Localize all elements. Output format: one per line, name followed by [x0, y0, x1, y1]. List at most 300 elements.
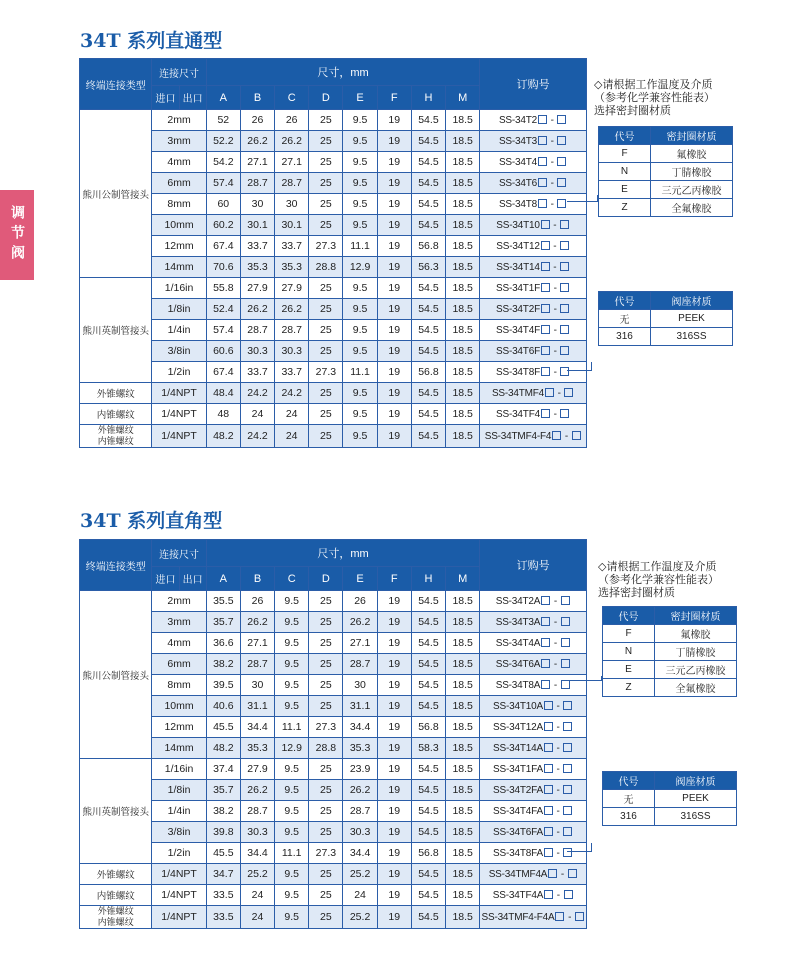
- seat-header-code: 代号: [603, 772, 655, 790]
- order-number: SS-34T12: [496, 240, 540, 252]
- dim-m-cell: 18.5: [446, 885, 480, 906]
- dim-m-cell: 18.5: [446, 383, 480, 404]
- dim-h-cell: 58.3: [411, 738, 445, 759]
- dim-d-cell: 25: [309, 404, 343, 425]
- seal-code-box: [541, 367, 550, 376]
- order-number: SS-34T14A: [493, 742, 543, 754]
- order-dash: -: [553, 721, 563, 733]
- size-cell: 1/2in: [152, 362, 206, 383]
- dim-d-cell: 25: [309, 383, 343, 404]
- dim-e-cell: 9.5: [343, 131, 377, 152]
- header-dim-c: C: [275, 86, 309, 110]
- order-dash: -: [550, 366, 560, 378]
- seat-code-box: [561, 659, 570, 668]
- dim-a-cell: 54.2: [206, 152, 240, 173]
- seat-code-box: [572, 431, 581, 440]
- order-number-cell: [480, 717, 587, 738]
- order-dash: -: [553, 763, 563, 775]
- dim-h-cell: 54.5: [411, 885, 445, 906]
- dim-c-cell: 27.1: [275, 152, 309, 173]
- dim-a-cell: 48.2: [206, 425, 240, 448]
- dim-e-cell: 9.5: [343, 215, 377, 236]
- dim-e-cell: 25.2: [343, 864, 377, 885]
- seal-material-table: [602, 606, 737, 697]
- dim-m-cell: 18.5: [446, 425, 480, 448]
- seal-code-box: [541, 262, 550, 271]
- connection-type-cell: [80, 906, 152, 929]
- order-dash: -: [555, 387, 564, 399]
- seat-header-material: 阀座材质: [651, 292, 733, 310]
- dim-e-cell: 11.1: [343, 236, 377, 257]
- dim-e-cell: 28.7: [343, 801, 377, 822]
- dim-h-cell: 54.5: [411, 341, 445, 362]
- header-order-no: 订购号: [480, 540, 587, 591]
- dim-m-cell: 18.5: [446, 341, 480, 362]
- size-cell: 1/16in: [152, 278, 206, 299]
- dim-d-cell: 28.8: [309, 257, 343, 278]
- order-number: SS-34T4F: [496, 324, 540, 336]
- dim-c-cell: 24.2: [275, 383, 309, 404]
- order-dash: -: [553, 847, 563, 859]
- seal-code-box: [541, 241, 550, 250]
- seat-code-box: [560, 325, 569, 334]
- seat-material-table: [602, 771, 737, 826]
- order-number: SS-34T2FA: [493, 784, 543, 796]
- dim-f-cell: 19: [377, 717, 411, 738]
- order-number: SS-34T4A: [495, 637, 541, 649]
- dim-c-cell: 28.7: [275, 320, 309, 341]
- dim-c-cell: 35.3: [275, 257, 309, 278]
- dim-a-cell: 36.6: [206, 633, 240, 654]
- seat-code-cell: 316: [599, 328, 651, 346]
- order-dash: -: [553, 784, 563, 796]
- order-number: SS-34T12A: [493, 721, 543, 733]
- seat-material-cell: 316SS: [655, 808, 737, 826]
- dim-b-cell: 26: [240, 591, 274, 612]
- order-number-cell: [480, 864, 587, 885]
- header-outlet: 出口: [179, 86, 206, 110]
- header-dim-f: F: [377, 86, 411, 110]
- dim-f-cell: 19: [377, 278, 411, 299]
- dim-c-cell: 24: [275, 404, 309, 425]
- order-number-cell: [480, 591, 587, 612]
- order-number-cell: [480, 383, 587, 404]
- dim-f-cell: 19: [377, 654, 411, 675]
- seal-code-cell: E: [599, 181, 651, 199]
- dim-m-cell: 18.5: [446, 404, 480, 425]
- dim-a-cell: 67.4: [206, 362, 240, 383]
- table-row: [80, 236, 587, 257]
- header-dimensions: 尺寸，mm: [206, 59, 480, 86]
- seat-material-cell: 316SS: [651, 328, 733, 346]
- header-connection-size: 连接尺寸: [152, 59, 206, 86]
- dim-b-cell: 30: [240, 194, 274, 215]
- dim-h-cell: 54.5: [411, 278, 445, 299]
- header-dim-m: M: [446, 567, 480, 591]
- dim-h-cell: 54.5: [411, 194, 445, 215]
- table-row: [80, 696, 587, 717]
- dim-a-cell: 52.4: [206, 299, 240, 320]
- order-dash: -: [553, 826, 563, 838]
- dim-a-cell: 45.5: [206, 843, 240, 864]
- dim-b-cell: 30.3: [240, 341, 274, 362]
- dim-h-cell: 54.5: [411, 822, 445, 843]
- header-dim-b: B: [240, 86, 274, 110]
- dim-e-cell: 9.5: [343, 194, 377, 215]
- seat-code-box: [563, 743, 572, 752]
- order-number: SS-34TMF4-F4: [484, 430, 552, 442]
- seal-code-box: [541, 596, 550, 605]
- header-dim-h: H: [411, 86, 445, 110]
- header-dim-a: A: [206, 567, 240, 591]
- dim-c-cell: 26.2: [275, 299, 309, 320]
- dim-f-cell: 19: [377, 341, 411, 362]
- dim-d-cell: 27.3: [309, 843, 343, 864]
- dim-c-cell: 26: [275, 110, 309, 131]
- connection-type-label-2: 内锥螺纹: [97, 917, 134, 927]
- order-number-cell: [480, 822, 587, 843]
- dim-d-cell: 25: [309, 759, 343, 780]
- seat-material-cell: PEEK: [651, 310, 733, 328]
- seal-note-line3: 选择密封圈材质: [594, 105, 671, 117]
- header-inlet: 进口: [152, 86, 179, 110]
- seal-note: [598, 561, 719, 600]
- dim-b-cell: 28.7: [240, 654, 274, 675]
- seal-code-box: [538, 115, 547, 124]
- dim-f-cell: 19: [377, 591, 411, 612]
- seal-material-cell: 全氟橡胶: [651, 199, 733, 217]
- seat-row: [603, 808, 737, 826]
- seat-connector-line: [567, 362, 592, 371]
- seal-code-box: [544, 890, 553, 899]
- order-number: SS-34T1F: [496, 282, 540, 294]
- seal-code-cell: E: [603, 661, 655, 679]
- order-number-cell: [480, 633, 587, 654]
- seat-row: [599, 328, 733, 346]
- order-number: SS-34T8: [498, 198, 538, 210]
- dim-d-cell: 25: [309, 173, 343, 194]
- seat-code-cell: 316: [603, 808, 655, 826]
- seat-code-box: [563, 722, 572, 731]
- dim-f-cell: 19: [377, 425, 411, 448]
- table-row: [80, 801, 587, 822]
- seal-note-line1: ◇请根据工作温度及介质: [598, 561, 717, 573]
- dim-m-cell: 18.5: [446, 591, 480, 612]
- dim-c-cell: 30: [275, 194, 309, 215]
- dim-b-cell: 27.1: [240, 152, 274, 173]
- dim-e-cell: 26.2: [343, 612, 377, 633]
- seat-material-cell: PEEK: [655, 790, 737, 808]
- size-cell: 3/8in: [152, 341, 206, 362]
- table-row: [80, 633, 587, 654]
- dim-f-cell: 19: [377, 612, 411, 633]
- seal-row: [599, 145, 733, 163]
- seal-code-box: [541, 283, 550, 292]
- dim-d-cell: 25: [309, 696, 343, 717]
- seal-code-box: [541, 409, 550, 418]
- dim-h-cell: 54.5: [411, 759, 445, 780]
- dim-h-cell: 56.3: [411, 257, 445, 278]
- seat-code-box: [564, 388, 573, 397]
- dim-e-cell: 30.3: [343, 822, 377, 843]
- dim-d-cell: 25: [309, 341, 343, 362]
- connection-type-cell: 熊川公制管接头: [80, 110, 152, 278]
- size-cell: 1/4NPT: [152, 425, 206, 448]
- table-row: [80, 612, 587, 633]
- dim-e-cell: 12.9: [343, 257, 377, 278]
- seal-code-box: [544, 764, 553, 773]
- seal-code-box: [544, 827, 553, 836]
- header-dim-f: F: [377, 567, 411, 591]
- dim-c-cell: 9.5: [275, 654, 309, 675]
- dim-b-cell: 24: [240, 906, 274, 929]
- dim-f-cell: 19: [377, 194, 411, 215]
- size-cell: 1/4NPT: [152, 885, 206, 906]
- spec-table-angle: [79, 539, 587, 929]
- dim-b-cell: 24: [240, 885, 274, 906]
- table-row: [80, 362, 587, 383]
- seal-row: [603, 679, 737, 697]
- dim-f-cell: 19: [377, 780, 411, 801]
- dim-b-cell: 30.1: [240, 215, 274, 236]
- size-cell: 14mm: [152, 738, 206, 759]
- dim-b-cell: 28.7: [240, 801, 274, 822]
- dim-f-cell: 19: [377, 675, 411, 696]
- size-cell: 1/4NPT: [152, 906, 206, 929]
- seat-code-box: [560, 346, 569, 355]
- table-row: [80, 675, 587, 696]
- dim-a-cell: 67.4: [206, 236, 240, 257]
- dim-m-cell: 18.5: [446, 822, 480, 843]
- order-number-cell: [480, 612, 587, 633]
- dim-f-cell: 19: [377, 320, 411, 341]
- dim-f-cell: 19: [377, 906, 411, 929]
- dim-c-cell: 9.5: [275, 780, 309, 801]
- order-number-cell: [480, 299, 587, 320]
- dim-f-cell: 19: [377, 215, 411, 236]
- order-dash: -: [551, 616, 560, 628]
- dim-m-cell: 18.5: [446, 152, 480, 173]
- header-dim-d: D: [309, 567, 343, 591]
- order-number-cell: [480, 152, 587, 173]
- dim-d-cell: 25: [309, 194, 343, 215]
- dim-f-cell: 19: [377, 257, 411, 278]
- seal-code-box: [541, 325, 550, 334]
- dim-b-cell: 33.7: [240, 362, 274, 383]
- seat-code-box: [563, 806, 572, 815]
- dim-e-cell: 9.5: [343, 110, 377, 131]
- seal-row: [599, 163, 733, 181]
- size-cell: 6mm: [152, 654, 206, 675]
- size-cell: 4mm: [152, 633, 206, 654]
- dim-a-cell: 38.2: [206, 801, 240, 822]
- order-number: SS-34T1FA: [493, 763, 543, 775]
- table-row: [80, 341, 587, 362]
- order-number: SS-34T6: [498, 177, 538, 189]
- seat-code-box: [564, 890, 573, 899]
- seal-connector-line: [567, 195, 598, 202]
- seat-code-cell: 无: [603, 790, 655, 808]
- order-number-cell: [480, 885, 587, 906]
- size-cell: 1/8in: [152, 780, 206, 801]
- dim-a-cell: 40.6: [206, 696, 240, 717]
- seat-code-box: [568, 869, 577, 878]
- seal-code-box: [545, 388, 554, 397]
- seat-code-box: [560, 409, 569, 418]
- dim-m-cell: 18.5: [446, 717, 480, 738]
- size-cell: 12mm: [152, 717, 206, 738]
- seal-code-box: [538, 157, 547, 166]
- order-dash: -: [565, 911, 574, 923]
- dim-h-cell: 54.5: [411, 215, 445, 236]
- dim-b-cell: 24.2: [240, 425, 274, 448]
- size-cell: 3/8in: [152, 822, 206, 843]
- dim-c-cell: 9.5: [275, 759, 309, 780]
- table-row: [80, 843, 587, 864]
- seal-material-cell: 三元乙丙橡胶: [651, 181, 733, 199]
- dim-m-cell: 18.5: [446, 278, 480, 299]
- order-number: SS-34T8FA: [493, 847, 543, 859]
- header-dim-a: A: [206, 86, 240, 110]
- dim-f-cell: 19: [377, 801, 411, 822]
- size-cell: 1/2in: [152, 843, 206, 864]
- dim-f-cell: 19: [377, 383, 411, 404]
- dim-a-cell: 33.5: [206, 885, 240, 906]
- seal-code-box: [544, 722, 553, 731]
- dim-e-cell: 9.5: [343, 404, 377, 425]
- connection-type-label-2: 内锥螺纹: [97, 436, 134, 446]
- dim-c-cell: 9.5: [275, 801, 309, 822]
- dim-m-cell: 18.5: [446, 320, 480, 341]
- header-dim-e: E: [343, 86, 377, 110]
- dim-b-cell: 24: [240, 404, 274, 425]
- size-cell: 3mm: [152, 612, 206, 633]
- order-number: SS-34T2: [498, 114, 538, 126]
- spec-table-straight: [79, 58, 587, 448]
- order-number-cell: [480, 341, 587, 362]
- seal-code-box: [541, 680, 550, 689]
- dim-a-cell: 33.5: [206, 906, 240, 929]
- dim-f-cell: 19: [377, 110, 411, 131]
- dim-h-cell: 54.5: [411, 633, 445, 654]
- dim-m-cell: 18.5: [446, 738, 480, 759]
- seat-code-box: [561, 638, 570, 647]
- seal-code-box: [544, 848, 553, 857]
- seal-code-box: [544, 743, 553, 752]
- dim-d-cell: 25: [309, 215, 343, 236]
- order-number: SS-34TF4: [496, 408, 540, 420]
- dim-h-cell: 56.8: [411, 717, 445, 738]
- dim-e-cell: 9.5: [343, 425, 377, 448]
- dim-b-cell: 30.3: [240, 822, 274, 843]
- seal-code-box: [538, 136, 547, 145]
- header-order-no: 订购号: [480, 59, 587, 110]
- side-tab-label: 调节阀: [9, 205, 25, 265]
- seal-header-code: 代号: [599, 127, 651, 145]
- order-number: SS-34T6A: [495, 658, 541, 670]
- order-dash: -: [550, 324, 560, 336]
- dim-m-cell: 18.5: [446, 131, 480, 152]
- dim-h-cell: 54.5: [411, 612, 445, 633]
- dim-h-cell: 56.8: [411, 362, 445, 383]
- order-number: SS-34T4FA: [493, 805, 543, 817]
- dim-a-cell: 39.8: [206, 822, 240, 843]
- order-number: SS-34T14: [496, 261, 540, 273]
- dim-f-cell: 19: [377, 633, 411, 654]
- dim-m-cell: 18.5: [446, 236, 480, 257]
- dim-e-cell: 9.5: [343, 383, 377, 404]
- dim-a-cell: 60.2: [206, 215, 240, 236]
- dim-d-cell: 25: [309, 822, 343, 843]
- table-row: [80, 780, 587, 801]
- order-number: SS-34TMF4: [491, 387, 545, 399]
- dim-c-cell: 9.5: [275, 612, 309, 633]
- connection-type-cell: 外锥螺纹: [80, 383, 152, 404]
- dim-b-cell: 34.4: [240, 843, 274, 864]
- order-number-cell: [480, 131, 587, 152]
- dim-m-cell: 18.5: [446, 362, 480, 383]
- dim-c-cell: 9.5: [275, 633, 309, 654]
- dim-e-cell: 25.2: [343, 906, 377, 929]
- seat-code-box: [560, 262, 569, 271]
- table-row: [80, 110, 587, 131]
- seat-code-box: [557, 136, 566, 145]
- seal-row: [603, 625, 737, 643]
- dim-m-cell: 18.5: [446, 864, 480, 885]
- dim-f-cell: 19: [377, 236, 411, 257]
- order-number-cell: [480, 906, 587, 929]
- seal-material-cell: 氟橡胶: [651, 145, 733, 163]
- dim-m-cell: 18.5: [446, 110, 480, 131]
- dim-c-cell: 9.5: [275, 591, 309, 612]
- dim-h-cell: 54.5: [411, 591, 445, 612]
- dim-e-cell: 34.4: [343, 717, 377, 738]
- order-dash: -: [548, 135, 557, 147]
- order-number-cell: [480, 257, 587, 278]
- size-cell: 1/4in: [152, 320, 206, 341]
- dim-h-cell: 54.5: [411, 801, 445, 822]
- size-cell: 1/4in: [152, 801, 206, 822]
- dim-m-cell: 18.5: [446, 194, 480, 215]
- dim-c-cell: 9.5: [275, 885, 309, 906]
- order-dash: -: [550, 345, 560, 357]
- header-dim-m: M: [446, 86, 480, 110]
- dim-f-cell: 19: [377, 362, 411, 383]
- order-number-cell: [480, 425, 587, 448]
- dim-c-cell: 9.5: [275, 864, 309, 885]
- category-side-tab: [0, 190, 34, 280]
- seat-code-box: [575, 912, 584, 921]
- seat-code-box: [561, 596, 570, 605]
- table-row: [80, 215, 587, 236]
- dim-h-cell: 54.5: [411, 299, 445, 320]
- order-dash: -: [551, 658, 560, 670]
- order-number-cell: [480, 738, 587, 759]
- order-dash: -: [558, 868, 567, 880]
- table-row: [80, 654, 587, 675]
- order-number: SS-34T4: [498, 156, 538, 168]
- order-dash: -: [553, 805, 563, 817]
- table-row: [80, 738, 587, 759]
- dim-e-cell: 9.5: [343, 299, 377, 320]
- header-connection-size: 连接尺寸: [152, 540, 206, 567]
- size-cell: 1/16in: [152, 759, 206, 780]
- dim-m-cell: 18.5: [446, 906, 480, 929]
- header-end-connection: 终端连接类型: [80, 59, 152, 110]
- dim-d-cell: 25: [309, 906, 343, 929]
- seat-code-box: [560, 283, 569, 292]
- table-row: [80, 885, 587, 906]
